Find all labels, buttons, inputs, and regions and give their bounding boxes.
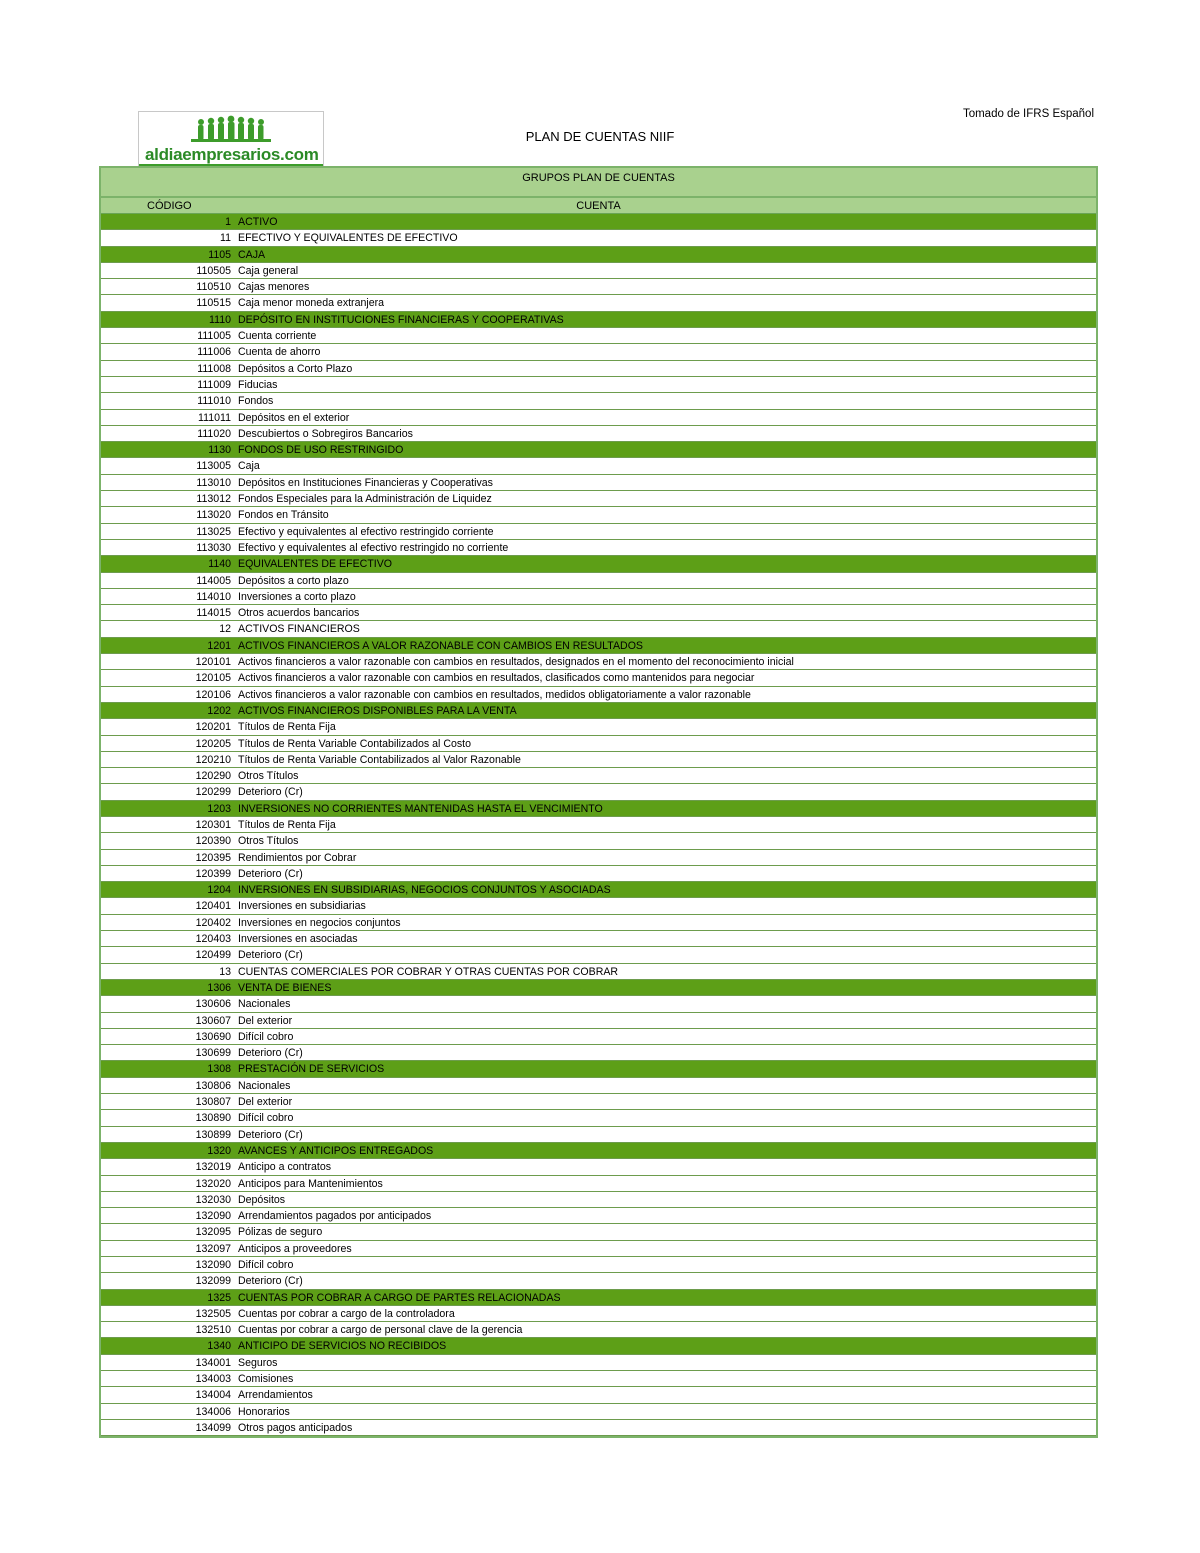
account-name: Caja general: [238, 264, 299, 277]
account-code: 110505: [196, 264, 231, 277]
column-header-account: CUENTA: [576, 200, 621, 212]
account-name: Difícil cobro: [238, 1112, 294, 1125]
account-name: Difícil cobro: [238, 1259, 294, 1271]
people-group-logo-icon: [139, 112, 324, 146]
account-name: Difícil cobro: [238, 1030, 294, 1043]
account-code: 130899: [195, 1128, 231, 1141]
account-code: 130607: [195, 1014, 231, 1027]
account-code: 111006: [197, 346, 231, 359]
table-row: [101, 801, 1096, 817]
account-name: Arrendamientos pagados por anticipados: [238, 1210, 432, 1223]
table-row: [101, 687, 1096, 703]
account-code: 1308: [207, 1063, 231, 1076]
account-name: Depósitos en Instituciones Financieras y Cooperativas: [238, 476, 493, 489]
account-code: 134004: [195, 1389, 231, 1402]
account-name: Otros acuerdos bancarios: [238, 607, 360, 620]
account-code: 113012: [196, 493, 231, 506]
table-row: [101, 980, 1096, 996]
table-row: [101, 1110, 1096, 1126]
account-name: Descubiertos o Sobregiros Bancarios: [238, 427, 413, 440]
table-row: [101, 214, 1096, 230]
table-row: [101, 866, 1096, 882]
account-name: Títulos de Renta Variable Contabilizados al Valor Razonable: [238, 753, 521, 766]
table-row: [101, 589, 1096, 605]
account-name: AVANCES Y ANTICIPOS ENTREGADOS: [238, 1144, 434, 1157]
table-row: [101, 410, 1096, 426]
account-name: Depósitos en el exterior: [238, 411, 350, 424]
table-row: [101, 1322, 1096, 1338]
table-row: [101, 850, 1096, 866]
table-row: [101, 263, 1096, 279]
table-row: [101, 915, 1096, 931]
table-row: [101, 736, 1096, 752]
table-row: [101, 1078, 1096, 1094]
column-header-row: [101, 198, 1096, 214]
account-name: INVERSIONES NO CORRIENTES MANTENIDAS HASTA EL VENCIMIENTO: [238, 802, 603, 815]
account-name: CUENTAS COMERCIALES POR COBRAR Y OTRAS CUENTAS POR COBRAR: [238, 965, 619, 978]
account-name: Títulos de Renta Variable Contabilizados al Costo: [238, 737, 471, 750]
table-row: [101, 475, 1096, 491]
table-row: [101, 670, 1096, 686]
account-name: Deterioro (Cr): [238, 1275, 303, 1288]
account-code: 1340: [207, 1340, 231, 1353]
account-name: Activos financieros a valor razonable con cambios en resultados, medidos obligatoriamente a valor razonable: [238, 688, 751, 701]
account-code: 132030: [195, 1193, 231, 1206]
account-code: 130606: [195, 998, 231, 1011]
table-row: [101, 1224, 1096, 1240]
table-row: [101, 1127, 1096, 1143]
account-name: Inversiones en asociadas: [238, 933, 358, 946]
table-row: [101, 768, 1096, 784]
account-name: Fondos en Tránsito: [238, 509, 329, 522]
account-name: Cuentas por cobrar a cargo de personal clave de la gerencia: [238, 1324, 523, 1337]
account-code: 120205: [195, 737, 231, 750]
account-name: Otros pagos anticipados: [238, 1421, 353, 1434]
table-row: [101, 491, 1096, 507]
account-name: Cuenta corriente: [238, 330, 317, 343]
account-code: 132019: [195, 1161, 231, 1174]
account-code: 120106: [195, 688, 231, 701]
account-code: 134001: [195, 1356, 231, 1369]
table-row: [101, 1387, 1096, 1403]
account-name: Caja: [238, 460, 260, 473]
account-name: Depósitos: [238, 1193, 286, 1206]
account-name: Arrendamientos: [238, 1389, 313, 1402]
table-row: [101, 817, 1096, 833]
table-row: [101, 605, 1096, 621]
account-name: Comisiones: [238, 1373, 294, 1386]
account-name: Rendimientos por Cobrar: [238, 851, 357, 864]
table-row: [101, 1355, 1096, 1371]
account-code: 1202: [207, 704, 231, 717]
account-name: Deterioro (Cr): [238, 1128, 303, 1141]
account-code: 120399: [195, 867, 231, 880]
account-name: ACTIVO: [238, 216, 278, 228]
account-code: 1140: [208, 558, 231, 571]
account-code: 130807: [195, 1096, 231, 1109]
table-row: [101, 1257, 1096, 1273]
account-name: Anticipos a proveedores: [238, 1242, 352, 1255]
account-name: Depósitos a corto plazo: [238, 574, 349, 587]
account-code: 111008: [197, 362, 231, 375]
table-row: [101, 1404, 1096, 1420]
account-name: Deterioro (Cr): [238, 786, 303, 799]
account-code: 110515: [196, 297, 231, 310]
account-code: 132095: [195, 1226, 231, 1239]
table-row: [101, 654, 1096, 670]
account-code: 1203: [207, 802, 231, 815]
group-header: GRUPOS PLAN DE CUENTAS: [101, 168, 1096, 198]
table-row: [101, 1420, 1096, 1436]
table-body: [101, 214, 1096, 1436]
account-name: Anticipo a contratos: [238, 1161, 332, 1174]
account-code: 132020: [195, 1177, 231, 1190]
table-row: [101, 507, 1096, 523]
account-code: 120105: [195, 672, 231, 685]
account-code: 114005: [196, 574, 231, 587]
table-row: [101, 230, 1096, 246]
account-name: Deterioro (Cr): [238, 1047, 303, 1060]
account-code: 111010: [197, 395, 231, 408]
table-row: [101, 1273, 1096, 1289]
account-name: Fiducias: [238, 378, 278, 391]
account-code: 120299: [195, 786, 231, 799]
company-logo: [138, 111, 324, 169]
table-row: [101, 931, 1096, 947]
account-code: 1325: [207, 1291, 231, 1304]
table-row: [101, 556, 1096, 572]
account-name: EQUIVALENTES DE EFECTIVO: [238, 558, 393, 571]
account-name: Deterioro (Cr): [238, 949, 303, 962]
account-code: 12: [219, 623, 231, 636]
account-code: 13: [219, 965, 231, 978]
table-row: [101, 964, 1096, 980]
account-name: PRESTACIÓN DE SERVICIOS: [238, 1063, 385, 1076]
table-row: [101, 1013, 1096, 1029]
table-row: [101, 295, 1096, 311]
table-row: [101, 540, 1096, 556]
table-row: [101, 882, 1096, 898]
account-name: Títulos de Renta Fija: [238, 818, 336, 831]
account-code: 114015: [196, 607, 231, 620]
accounts-table: [99, 166, 1098, 1438]
account-name: Seguros: [238, 1356, 278, 1369]
table-row: [101, 1371, 1096, 1387]
table-row: [101, 328, 1096, 344]
account-name: Efectivo y equivalentes al efectivo restringido corriente: [238, 525, 494, 538]
account-name: Cuentas por cobrar a cargo de la controladora: [238, 1307, 455, 1320]
column-header-code: CÓDIGO: [147, 200, 192, 212]
table-row: [101, 458, 1096, 474]
table-row: [101, 1208, 1096, 1224]
table-row: [101, 719, 1096, 735]
account-code: 120395: [195, 851, 231, 864]
source-note: Tomado de IFRS Español: [962, 108, 1094, 120]
account-code: 113030: [196, 541, 231, 554]
account-name: Deterioro (Cr): [238, 867, 303, 880]
table-row: [101, 898, 1096, 914]
account-code: 114010: [196, 590, 231, 603]
account-code: 1110: [209, 313, 231, 326]
account-name: Depósitos a Corto Plazo: [238, 362, 353, 375]
account-code: 120499: [195, 949, 231, 962]
account-code: 120390: [195, 835, 231, 848]
table-row: [101, 393, 1096, 409]
table-row: [101, 1143, 1096, 1159]
account-code: 132097: [195, 1242, 231, 1255]
table-row: [101, 524, 1096, 540]
account-name: CAJA: [238, 248, 266, 261]
account-code: 132090: [195, 1210, 231, 1223]
account-name: Anticipos para Mantenimientos: [238, 1177, 383, 1190]
account-name: Inversiones a corto plazo: [238, 590, 356, 603]
table-row: [101, 247, 1096, 263]
account-code: 120210: [195, 753, 231, 766]
table-row: [101, 1094, 1096, 1110]
account-name: ACTIVOS FINANCIEROS: [238, 623, 360, 636]
table-row: [101, 442, 1096, 458]
account-code: 113025: [196, 525, 231, 538]
account-code: 134006: [195, 1405, 231, 1418]
account-code: 130690: [195, 1030, 231, 1043]
account-name: Cuenta de ahorro: [238, 346, 321, 359]
account-name: ANTICIPO DE SERVICIOS NO RECIBIDOS: [238, 1340, 447, 1353]
account-code: 120201: [195, 721, 231, 734]
account-code: 120403: [195, 933, 231, 946]
table-row: [101, 377, 1096, 393]
account-name: Otros Títulos: [238, 835, 299, 848]
account-code: 1320: [207, 1144, 231, 1157]
table-row: [101, 996, 1096, 1012]
account-name: Honorarios: [238, 1405, 290, 1418]
account-code: 1201: [207, 639, 231, 652]
account-code: 1105: [208, 248, 231, 261]
account-name: Títulos de Renta Fija: [238, 721, 336, 734]
table-row: [101, 1176, 1096, 1192]
account-code: 110510: [196, 281, 231, 294]
account-code: 120402: [195, 916, 231, 929]
account-name: DEPÓSITO EN INSTITUCIONES FINANCIERAS Y COOPERATIVAS: [238, 313, 564, 326]
account-code: 120301: [195, 818, 231, 831]
table-row: [101, 312, 1096, 328]
table-row: [101, 784, 1096, 800]
account-code: 120290: [195, 770, 231, 783]
account-name: Activos financieros a valor razonable con cambios en resultados, designados en el momento del reconocimiento inicial: [238, 656, 794, 669]
table-row: [101, 361, 1096, 377]
account-name: Activos financieros a valor razonable con cambios en resultados, clasificados como mantenidos para negociar: [238, 672, 755, 685]
account-name: Nacionales: [238, 1079, 291, 1092]
account-name: Fondos: [238, 395, 274, 408]
account-code: 134003: [195, 1373, 231, 1386]
account-name: VENTA DE BIENES: [238, 981, 332, 994]
account-code: 111020: [197, 427, 231, 440]
logo-wordmark: aldiaempresarios.com: [145, 145, 319, 164]
account-name: CUENTAS POR COBRAR A CARGO DE PARTES RELACIONADAS: [238, 1291, 561, 1304]
table-row: [101, 947, 1096, 963]
table-row: [101, 752, 1096, 768]
account-code: 120401: [195, 900, 231, 913]
account-code: 111009: [197, 378, 231, 391]
account-name: EFECTIVO Y EQUIVALENTES DE EFECTIVO: [238, 232, 458, 245]
account-name: Otros Títulos: [238, 770, 299, 783]
table-row: [101, 833, 1096, 849]
account-name: Cajas menores: [238, 281, 310, 294]
account-code: 11: [220, 232, 231, 245]
table-row: [101, 1241, 1096, 1257]
account-name: Nacionales: [238, 998, 291, 1011]
account-code: 130890: [195, 1112, 231, 1125]
account-name: Fondos Especiales para la Administración de Liquidez: [238, 493, 492, 506]
account-name: Inversiones en subsidiarias: [238, 900, 366, 913]
table-row: [101, 1306, 1096, 1322]
account-name: Del exterior: [238, 1014, 293, 1027]
account-name: Caja menor moneda extranjera: [238, 297, 385, 310]
table-row: [101, 344, 1096, 360]
account-name: INVERSIONES EN SUBSIDIARIAS, NEGOCIOS CONJUNTOS Y ASOCIADAS: [238, 884, 611, 897]
account-name: Efectivo y equivalentes al efectivo restringido no corriente: [238, 541, 509, 554]
account-code: 1204: [207, 884, 231, 897]
account-name: Inversiones en negocios conjuntos: [238, 916, 401, 929]
account-name: ACTIVOS FINANCIEROS DISPONIBLES PARA LA VENTA: [238, 704, 517, 717]
account-code: 111011: [198, 411, 231, 424]
table-row: [101, 638, 1096, 654]
account-code: 132510: [195, 1324, 231, 1337]
table-row: [101, 703, 1096, 719]
account-code: 113005: [196, 460, 231, 473]
table-row: [101, 621, 1096, 637]
table-row: [101, 1192, 1096, 1208]
account-code: 132505: [195, 1307, 231, 1320]
account-code: 130699: [195, 1047, 231, 1060]
page-title: PLAN DE CUENTAS NIIF: [525, 129, 675, 144]
table-row: [101, 426, 1096, 442]
table-row: [101, 1290, 1096, 1306]
account-code: 120101: [195, 656, 231, 669]
account-code: 1306: [207, 981, 231, 994]
table-row: [101, 573, 1096, 589]
table-row: [101, 279, 1096, 295]
account-name: Del exterior: [238, 1096, 293, 1109]
account-code: 134099: [195, 1421, 231, 1434]
account-code: 132099: [195, 1275, 231, 1288]
account-name: ACTIVOS FINANCIEROS A VALOR RAZONABLE CON CAMBIOS EN RESULTADOS: [238, 639, 643, 652]
account-code: 130806: [195, 1079, 231, 1092]
account-code: 1: [225, 216, 231, 228]
account-code: 113020: [196, 509, 231, 522]
account-name: FONDOS DE USO RESTRINGIDO: [238, 444, 404, 457]
table-row: [101, 1061, 1096, 1077]
account-name: Pólizas de seguro: [238, 1226, 323, 1239]
table-row: [101, 1338, 1096, 1354]
account-code: 1130: [208, 444, 231, 457]
account-code: 113010: [196, 476, 231, 489]
table-row: [101, 1045, 1096, 1061]
account-code: 111005: [197, 330, 231, 343]
table-row: [101, 1029, 1096, 1045]
account-code: 132090: [195, 1259, 231, 1271]
table-row: [101, 1159, 1096, 1175]
